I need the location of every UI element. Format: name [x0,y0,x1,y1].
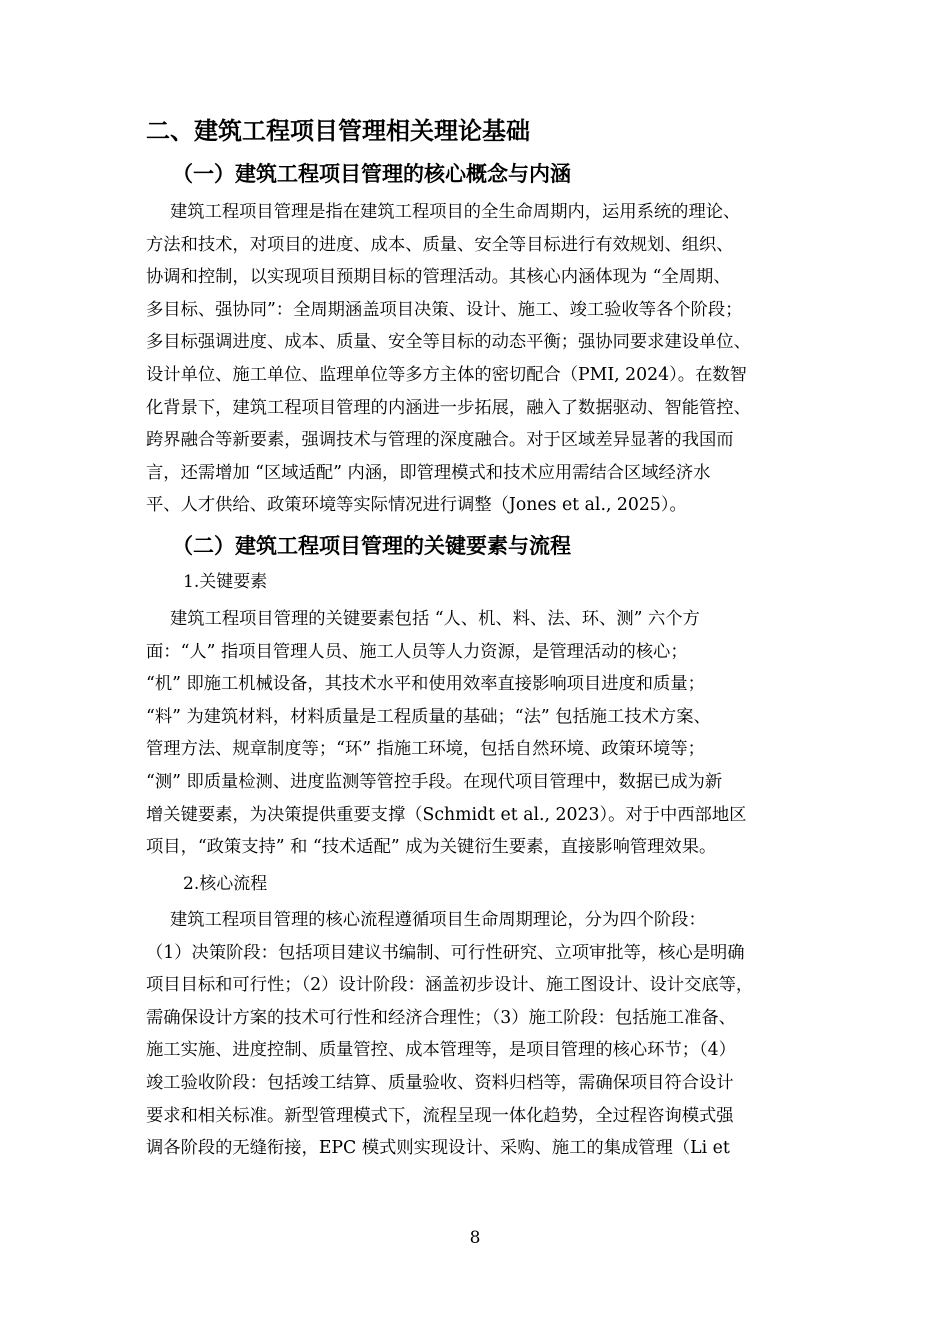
section-heading-core-concept: （一）建筑工程项目管理的核心概念与内涵 [172,162,571,186]
chapter-heading: 二、建筑工程项目管理相关理论基础 [146,117,530,145]
paragraph-core-process [146,904,822,1165]
text-line: 竣工验收阶段：包括竣工结算、质量验收、资料归档等，需确保项目符合设计 [146,1072,734,1093]
text-line: 言，还需增加 “区域适配” 内涵，即管理模式和技术应用需结合区域经济水 [146,462,711,483]
text-line: 方法和技术，对项目的进度、成本、质量、安全等目标进行有效规划、组织、 [146,234,734,255]
text-line: 施工实施、进度控制、质量管控、成本管理等，是项目管理的核心环节；（4） [146,1040,736,1061]
text-line: 多目标、强协同”：全周期涵盖项目决策、设计、施工、竣工验收等各个阶段； [146,299,743,320]
text-line: 平、人才供给、政策环境等实际情况进行调整（Jones et al., 2025）。 [146,495,687,516]
text-line: “测” 即质量检测、进度监测等管控手段。在现代项目管理中，数据已成为新 [146,771,723,792]
text-line: 设计单位、施工单位、监理单位等多方主体的密切配合（PMI, 2024）。在数智 [146,364,747,385]
text-line: 调各阶段的无缝衔接，EPC 模式则实现设计、采购、施工的集成管理（Li et [146,1138,730,1159]
text-line: 建筑工程项目管理是指在建筑工程项目的全生命周期内，运用系统的理论、 [170,202,741,222]
text-line: “机” 即施工机械设备，其技术水平和使用效率直接影响项目进度和质量； [146,674,705,695]
paragraph-key-elements [146,603,822,864]
text-line: 项目，“政策支持” 和 “技术适配” 成为关键衍生要素，直接影响管理效果。 [146,837,717,858]
text-line: （1）决策阶段：包括项目建议书编制、可行性研究、立项审批等，核心是明确 [146,942,745,963]
text-line: 建筑工程项目管理的核心流程遵循项目生命周期理论，分为四个阶段： [170,910,706,930]
text-line: 协调和控制，以实现项目预期目标的管理活动。其核心内涵体现为 “全周期、 [146,267,731,288]
text-line: 需确保设计方案的技术可行性和经济合理性；（3）施工阶段：包括施工准备、 [146,1007,736,1028]
text-line: “料” 为建筑材料，材料质量是工程质量的基础；“法” 包括施工技术方案、 [146,706,711,727]
text-line: 建筑工程项目管理的关键要素包括 “人、机、料、法、环、测” 六个方 [170,609,700,629]
subsection-heading-core-process: 2.核心流程 [183,874,268,894]
text-line: 化背景下，建筑工程项目管理的内涵进一步拓展，融入了数据驱动、智能管控、 [146,397,751,418]
subsection-heading-key-elements: 1.关键要素 [183,572,268,592]
paragraph-core-concept [146,196,822,522]
page-number: 8 [469,1228,481,1248]
text-line: 增关键要素，为决策提供重要支撑（Schmidt et al., 2023）。对于中西部地区 [146,804,747,825]
text-line: 多目标强调进度、成本、质量、安全等目标的动态平衡；强协同要求建设单位、 [146,332,751,353]
text-line: 要求和相关标准。新型管理模式下，流程呈现一体化趋势，全过程咨询模式强 [146,1105,734,1126]
section-heading-key-elements: （二）建筑工程项目管理的关键要素与流程 [172,534,571,558]
text-line: 跨界融合等新要素，强调技术与管理的深度融合。对于区域差异显著的我国而 [146,430,734,451]
text-line: 面：“人” 指项目管理人员、施工人员等人力资源，是管理活动的核心； [146,641,688,662]
text-line: 管理方法、规章制度等；“环” 指施工环境，包括自然环境、政策环境等； [146,739,705,760]
text-line: 项目目标和可行性；（2）设计阶段：涵盖初步设计、施工图设计、设计交底等， [146,975,754,996]
